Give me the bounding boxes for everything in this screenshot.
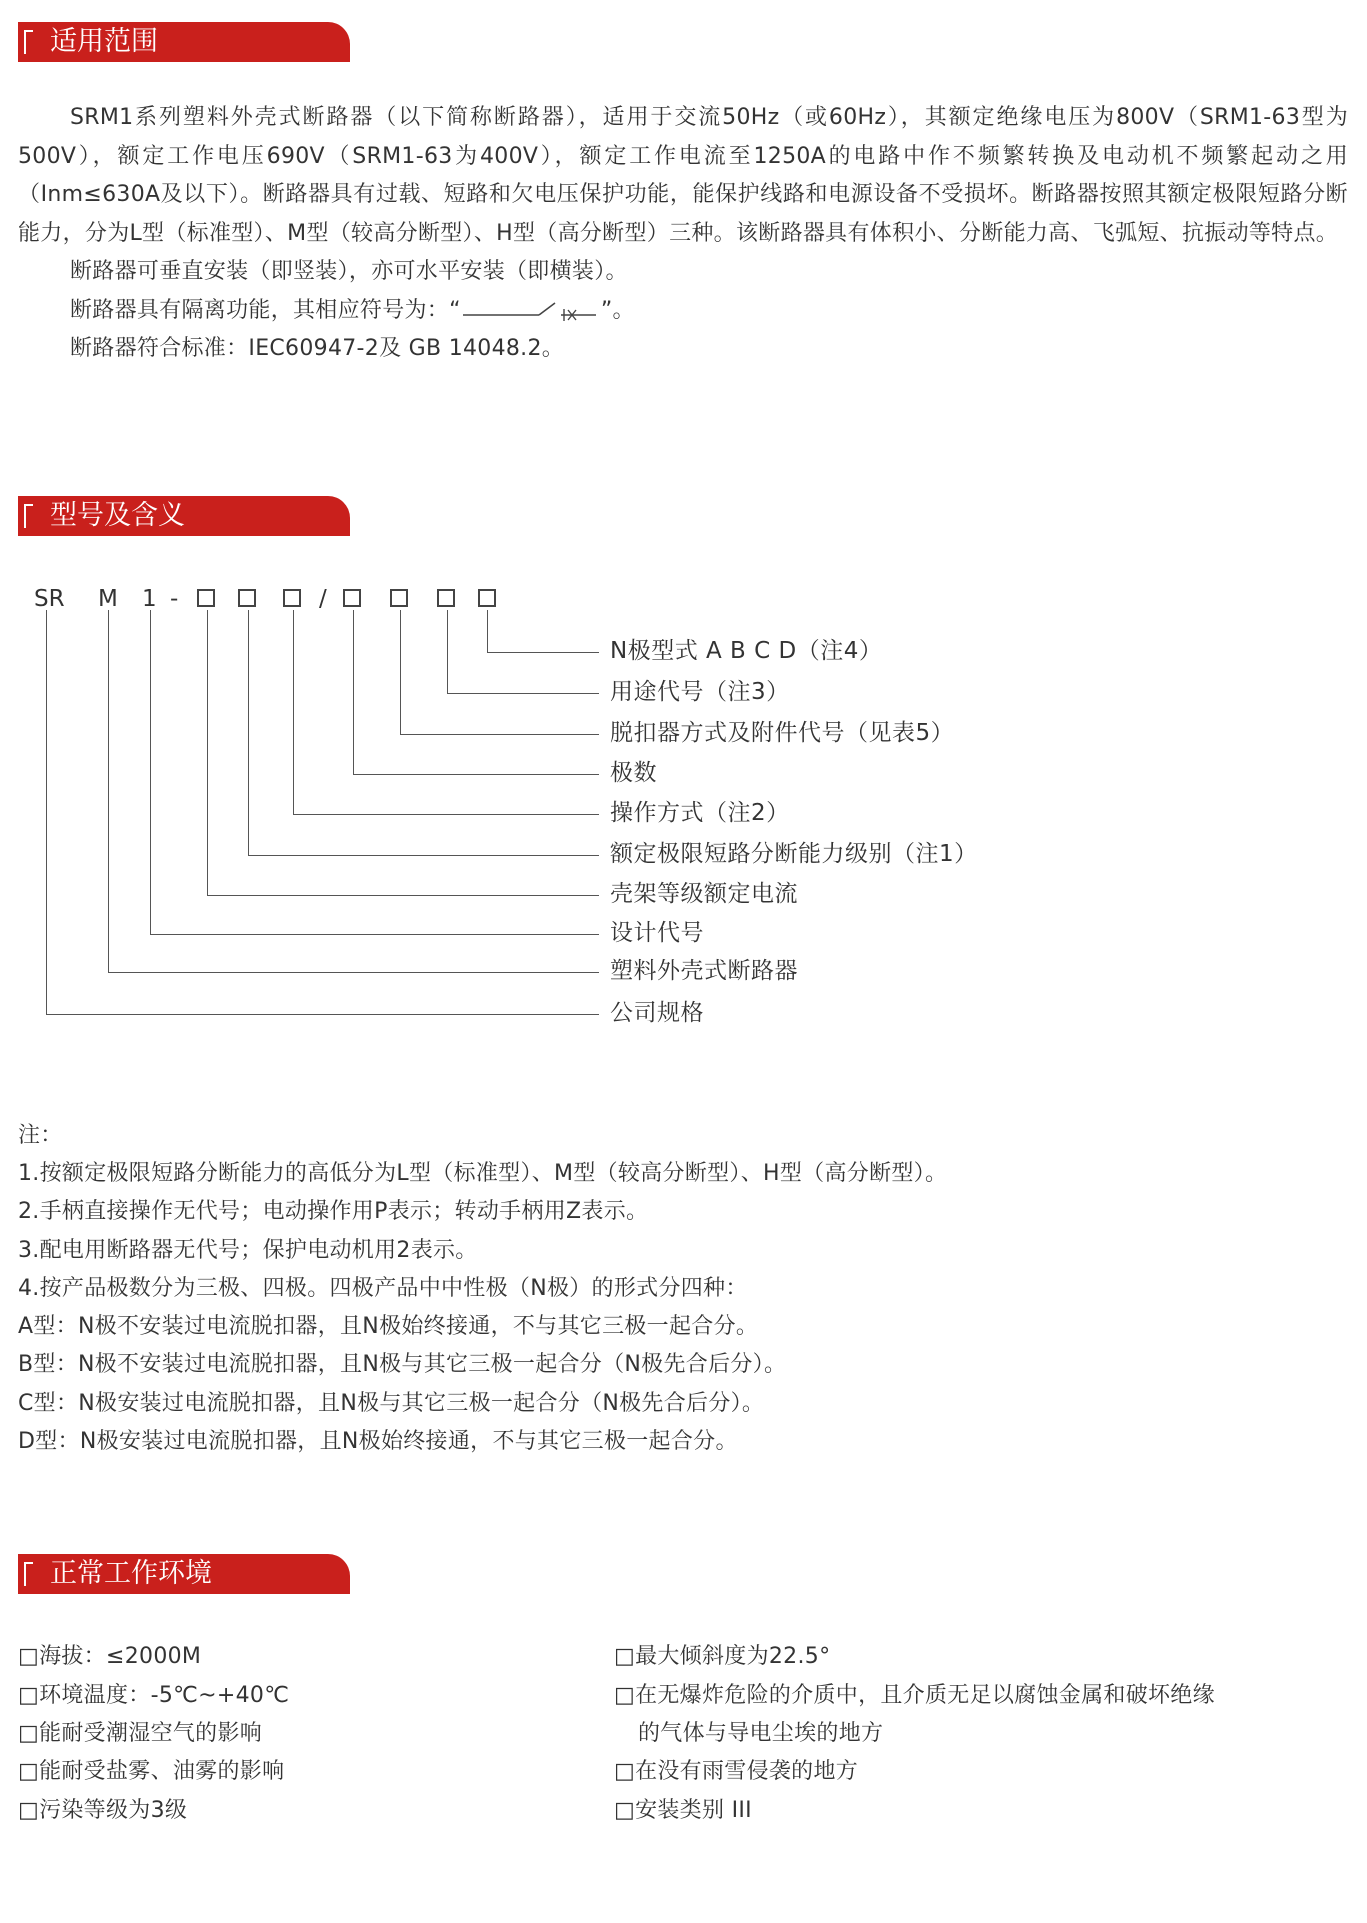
desc-n-pole-type: N极型式 A B C D（注4） bbox=[610, 638, 883, 664]
leader-line bbox=[150, 934, 599, 935]
note-line: 4.按产品极数分为三极、四极。四极产品中中性极（N极）的形式分四种： bbox=[18, 1276, 748, 1301]
env-item: 的气体与导电尘埃的地方 bbox=[638, 1721, 884, 1746]
leader-line bbox=[447, 610, 448, 693]
code-box bbox=[238, 589, 256, 607]
desc-trip-code: 脱扣器方式及附件代号（见表5） bbox=[610, 720, 955, 746]
note-line: 1.按额定极限短路分断能力的高低分为L型（标准型）、M型（较高分断型）、H型（高分断型）。 bbox=[18, 1161, 948, 1186]
env-item: □能耐受盐雾、油雾的影响 bbox=[18, 1759, 285, 1784]
isolation-symbol-icon bbox=[461, 298, 601, 324]
leader-line bbox=[108, 610, 109, 972]
env-item: □污染等级为3级 bbox=[18, 1798, 188, 1823]
section-header-environment bbox=[18, 1554, 350, 1594]
note-line: 2.手柄直接操作无代号；电动操作用P表示；转动手柄用Z表示。 bbox=[18, 1199, 649, 1224]
env-item: □最大倾斜度为22.5° bbox=[614, 1644, 831, 1669]
note-line: B型：N极不安装过电流脱扣器，且N极与其它三极一起合分（N极先合后分）。 bbox=[18, 1352, 787, 1377]
section-title: 正常工作环境 bbox=[50, 1558, 212, 1589]
leader-line bbox=[487, 652, 599, 653]
desc-operation: 操作方式（注2） bbox=[610, 800, 790, 826]
code-box bbox=[390, 589, 408, 607]
desc-breaking-capacity: 额定极限短路分断能力级别（注1） bbox=[610, 841, 978, 867]
corner-bracket-icon bbox=[24, 30, 33, 54]
corner-bracket-icon bbox=[24, 1562, 33, 1586]
leader-line bbox=[447, 693, 599, 694]
section-header-model bbox=[18, 496, 350, 536]
code-sr: SR bbox=[34, 586, 65, 612]
note-line: D型：N极安装过电流脱扣器，且N极始终接通，不与其它三极一起合分。 bbox=[18, 1429, 738, 1454]
leader-line bbox=[108, 972, 599, 973]
leader-line bbox=[400, 734, 599, 735]
code-m: M bbox=[98, 586, 118, 612]
corner-bracket-icon bbox=[24, 504, 33, 528]
leader-line bbox=[248, 610, 249, 855]
env-item: □海拔：≤2000M bbox=[18, 1644, 202, 1669]
code-box bbox=[437, 589, 455, 607]
desc-usage-code: 用途代号（注3） bbox=[610, 679, 790, 705]
note-line: A型：N极不安装过电流脱扣器，且N极始终接通，不与其它三极一起合分。 bbox=[18, 1314, 759, 1339]
code-slash: / bbox=[319, 586, 327, 612]
leader-line bbox=[353, 610, 354, 774]
env-item: □安装类别 III bbox=[614, 1798, 752, 1823]
code-box bbox=[343, 589, 361, 607]
scope-text bbox=[18, 99, 1348, 369]
code-dash: - bbox=[170, 586, 179, 612]
section-title: 型号及含义 bbox=[50, 500, 185, 531]
env-item: □在没有雨雪侵袭的地方 bbox=[614, 1759, 859, 1784]
leader-line bbox=[46, 1014, 599, 1015]
code-box bbox=[478, 589, 496, 607]
leader-line bbox=[248, 855, 599, 856]
leader-line bbox=[487, 610, 488, 652]
desc-frame-current: 壳架等级额定电流 bbox=[610, 881, 798, 907]
env-item: □环境温度：-5℃~+40℃ bbox=[18, 1683, 290, 1708]
env-item: □在无爆炸危险的介质中，且介质无足以腐蚀金属和破坏绝缘 bbox=[614, 1683, 1215, 1708]
note-line: C型：N极安装过电流脱扣器，且N极与其它三极一起合分（N极先合后分）。 bbox=[18, 1391, 765, 1416]
code-box bbox=[283, 589, 301, 607]
desc-mccb: 塑料外壳式断路器 bbox=[610, 958, 798, 984]
desc-design-code: 设计代号 bbox=[610, 920, 704, 946]
section-title: 适用范围 bbox=[50, 26, 158, 57]
leader-line bbox=[207, 895, 599, 896]
desc-poles: 极数 bbox=[610, 760, 657, 786]
scope-line-standard: 断路器符合标准：IEC60947-2及 GB 14048.2。 bbox=[70, 336, 565, 361]
leader-line bbox=[400, 610, 401, 734]
leader-line bbox=[293, 610, 294, 814]
leader-line bbox=[293, 814, 599, 815]
leader-line bbox=[46, 610, 47, 1014]
section-header-scope bbox=[18, 22, 350, 62]
code-one: 1 bbox=[142, 586, 157, 612]
leader-line bbox=[353, 774, 599, 775]
scope-line-mounting: 断路器可垂直安装（即竖装），亦可水平安装（即横装）。 bbox=[70, 259, 628, 284]
note-line: 3.配电用断路器无代号；保护电动机用2表示。 bbox=[18, 1238, 478, 1263]
leader-line bbox=[207, 610, 208, 895]
scope-paragraph: SRM1系列塑料外壳式断路器（以下简称断路器），适用于交流50Hz（或60Hz），其额定绝缘电压为800V（SRM1-63型为500V），额定工作电压690V（SRM1-63为400V），额定工作电流至1250A的电路中作不频繁转换及电动机不频繁起动之用（Inm≤630A及以下）。断路器具有过载、短路和欠电压保护功能，能保护线路和电源设备不受损坏。断路器按照其额定极限短路分断能力，分为L型（标准型）、M型（较高分断型）、H型（高分断型）三种。该断路器具有体积小、分断能力高、飞弧短、抗振动等特点。 bbox=[18, 105, 1348, 246]
desc-company: 公司规格 bbox=[610, 1000, 704, 1026]
code-box bbox=[197, 589, 215, 607]
leader-line bbox=[150, 610, 151, 934]
env-item: □能耐受潮湿空气的影响 bbox=[18, 1721, 263, 1746]
scope-line-isolation: 断路器具有隔离功能，其相应符号为：“ ”。 bbox=[70, 297, 635, 323]
note-heading: 注： bbox=[18, 1123, 63, 1148]
